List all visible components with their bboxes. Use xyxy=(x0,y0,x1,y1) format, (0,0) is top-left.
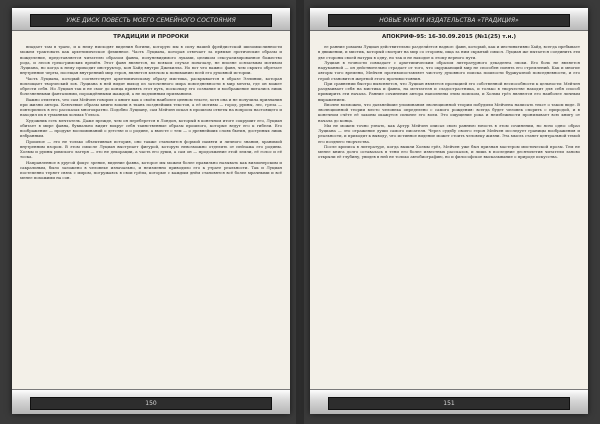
right-header-band xyxy=(310,8,588,31)
paragraph: ее ранние романы Луциан действительно раздели́ется надвое: фавн, который, как и инстинктивно Хайд, всегда пребывает в движении, и мистик, который смотрит на мир со стороны, ища за ним скрытый смысл. Луциан же пытается соединить эти две стороны своей натуры в одну, но так и не находит к этому верного пути. xyxy=(318,44,580,60)
paragraph: Важно отметить, что сам Мейчен говорил о книге как о своём наиболее ценном тексте, хотя она и не получила признания при жизни автора. Ключевые образы книги вошли в ткань позднейших текстов, а её мотивы — город, руины, лес, греза — повторились в его рассказах многократно. Подобно Луциану, сам Мейчен искал в прошлом ответы на вопросы настоящего и находил их в туманных холмах Уэльса. xyxy=(20,96,282,118)
left-running-header: УЖЕ ДИСК ПОВЕСТЬ МОЕГО СЕМЕЙНОГО СОСТОЯНИЯ xyxy=(30,14,272,27)
paragraph: впадает там в транс, и к нему нисходят видения богини, которую мы в силу нашей фрейдистской шизомыслинности можем трактовать как архетипическое феминное. Часть Луциана, которая отвечает за прямые эротические образы и вожделение, представляется читателю образом фавна, полуневидимого луками, целиком сексуализированное божество рода, и лесов греко-римских времён. Этот фавн является, во всяком случае поначалу, не вполне осязаемым мотивом Луциана, но когда к нему приходит инструктор, кон Хайд внутри Джекилла. Но вот что важно: фавн, чем скрыто обретает внутренние черты, посещая внутренний мир героя, является ключом к пониманию всей его духовной истории. xyxy=(20,44,282,76)
left-page-number: 150 xyxy=(30,397,272,410)
right-page-number: 151 xyxy=(328,397,570,410)
right-footer-band xyxy=(310,389,588,414)
right-running-header: НОВЫЕ КНИГИ ИЗДАТЕЛЬСТВА «ТРАДИЦИЯ» xyxy=(328,14,570,27)
paragraph: Мы не можем точно узнать, как Артур Мейчен описал свою раннюю юность в этом сочинении, но ясно одно: образ Луциана — это отражение души самого писателя. Через судьбу своего героя Мейчен исследует границы воображения и реальности, и приходит к выводу, что истинное видение может стоить человеку жизни. Эта мысль станет центральной темой его позднего творчества. xyxy=(318,122,580,144)
paragraph: Вполне возможно, что дальнейшие упоминания эволюционной теории побудили Мейчена написать текст о таком виде. В эволюционной теории место человека определено с самого рождения: всегда будет человек спорить с природой, и в конечном счёте её законы окажутся сильнее его воли. Это ощущение рока и неизбежности пронизывает всю книгу от начала до конца. xyxy=(318,101,580,123)
left-header-band xyxy=(12,8,290,31)
paragraph: Прошлое — это не только объективная история, оно также становится формой памяти и личного знания, хранимой внутренним взором. В этом смысле Луциан выступает фигурой, которую невозможно отделить от пейзажа его родины. Холмы и руины римского лагеря — это не декорации, а часть его души, а сам он — продолжение этой земли, её голос и её тоска. xyxy=(20,138,282,160)
right-page xyxy=(310,8,588,414)
paragraph: После кризиса в литературе, когда вышли Холмы грёз, Мейчен уже был признан мастером мистической прозы. Тем не менее книга долго оставалась в тени его более известных рассказов, и лишь в последние десятилетия читатели заново открыли её глубину, увидев в ней не только автобиографию, но и философское высказывание о природе искусства. xyxy=(318,143,580,160)
right-section-title: АПОКРИФ-95: 16-30.09.2015 (№1(25) т.н.) xyxy=(381,34,517,40)
left-body-text xyxy=(20,44,282,382)
paragraph: Часть Луциана, который соответствует архетипическому образу мистика, раскрывается в образе Эллинии, которая воплощает творческий зов. Луциана в ней видит выход из заточенного мира повседневности в мир мечты, где он может обрести себя. Но Луциан так и не смог до конца принять этот путь, поскольку его сознание и воображение питались лишь болезненными фантазиями, порождёнными жаждой, а не подлинным призванием. xyxy=(20,75,282,97)
paragraph: Луциан в точности совпадает с архетипическим образом литературного декадента эпохи. Его боль не является надуманной — он действительно страдает от того, что окружающий мир не способен понять его стремлений. Как и многие авторы того времени, Мейчен противопоставляет чистоту духовного поиска пошлости буржуазной повседневности, и его герой становится жертвой этого противостояния. xyxy=(318,59,580,81)
paragraph: При сравнении быстро выясняется, что Луциан является проекцией его собственной неспособности к цельности: Мейчен раздваивает себя на мистика и фавна, на мечтателя и сладострастника, и только в творчестве находит для себя способ примирить эти начала. Ранние сочинения автора наполнены этим поиском, и Холмы грёз являются его наиболее личным выражением. xyxy=(318,80,580,102)
left-section-title: ТРАДИЦИИ И ПРОРОКИ xyxy=(113,34,189,40)
paragraph: Художник есть мечтатель. Даже прежде, чем он переберется в Лондон, который в конечном итоге сокрушит его, Луциан обитает в мире фавна, буквально видит вокруг себя таинственные образы прошлого, которые ведут его к гибели. Его воображение — продукт воспоминаний о детстве и о родине, а вместе с тем — о древнейших слоях бытия, доступных лишь избранным. xyxy=(20,117,282,139)
right-body-text xyxy=(318,44,580,382)
left-page xyxy=(12,8,290,414)
left-footer-band xyxy=(12,389,290,414)
paragraph: Направленное в другой фокус зрение, видение фавна, которое мы можем более правильно называть как визионерским и сакральным, было заложено в человеке изначально, и неизменно приводило его к утрате реальности. Так и Луциан постепенно теряет связь с миром, погружаясь в свои грёзы, которые с каждым днём становятся всё более мрачными и всё менее похожими на сон. xyxy=(20,159,282,181)
book-gutter xyxy=(296,0,304,424)
